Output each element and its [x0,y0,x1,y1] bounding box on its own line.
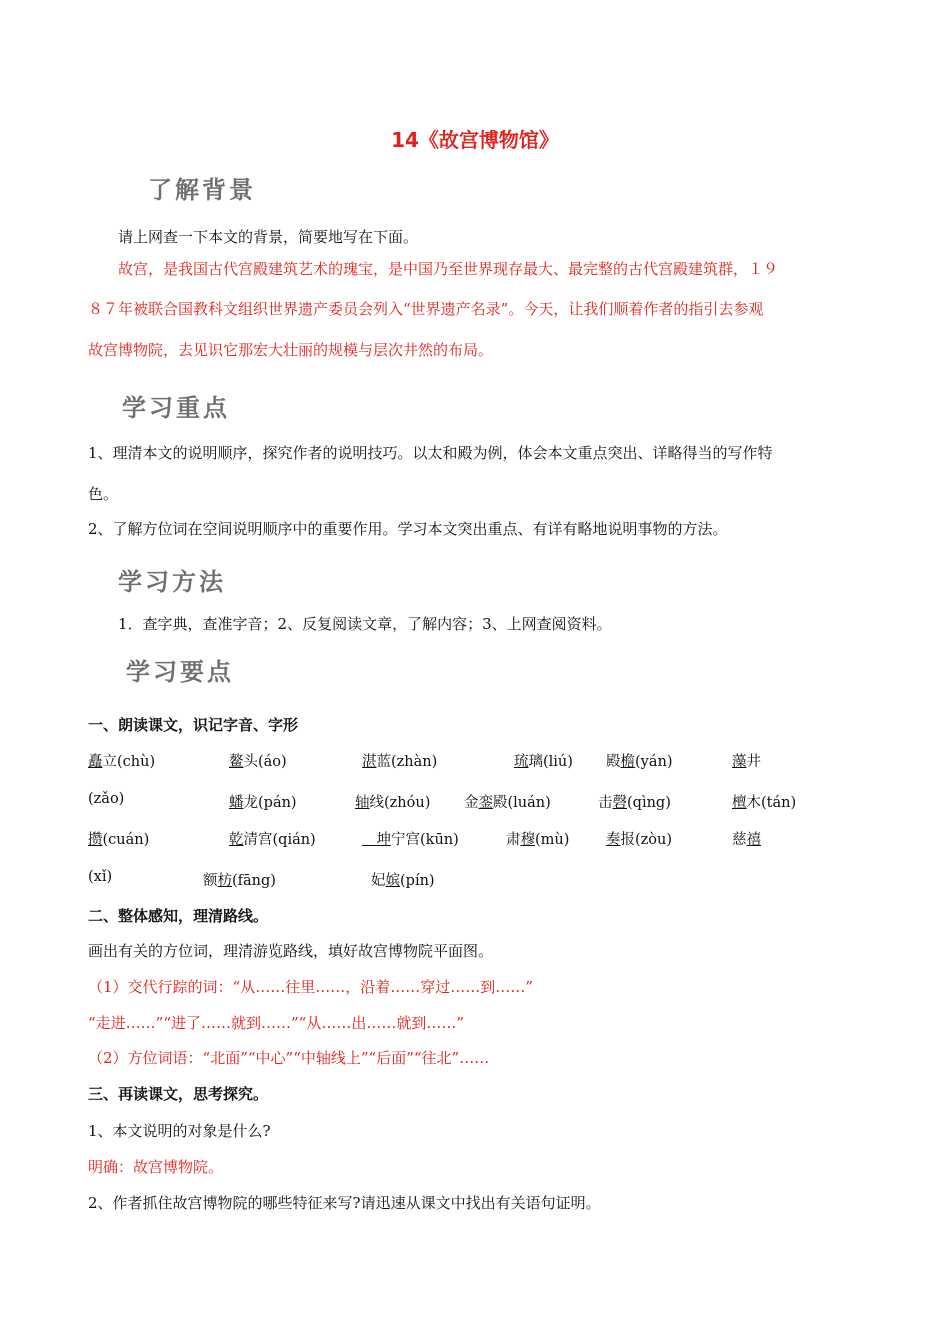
vocab-item [514,750,573,771]
heading-points: 学习要点 [126,657,234,686]
vocab-item [598,791,671,812]
focus-line-2: 色。 [88,485,119,503]
vocab-item [229,791,297,812]
vocab-pinyin: (yán) [635,754,673,770]
vocab-underlined-char: 藻 [732,754,747,770]
vocab-pinyin: (pín) [400,873,435,889]
vocab-pinyin: 木(tán) [746,795,797,811]
heading-method: 学习方法 [118,567,226,596]
vocab-prefix: 肃 [506,832,521,848]
background-answer-line-2: ８７年被联合国教科文组织世界遗产委员会列入“世界遗产名录”。今天，让我们顺着作者的指引去参观 [88,300,764,318]
vocab-underlined-char: 檐 [620,754,635,770]
vocab-prefix: 金 [464,795,479,811]
vocab-pinyin: 殿(luán) [493,795,551,811]
vocab-underlined-char: 坤 [362,832,391,848]
part2-answer-line-3: （2）方位词语：“北面”“中心”“中轴线上”“后面”“往北”…… [88,1049,490,1067]
vocab-pinyin: 立(chù) [102,754,156,770]
vocab-pinyin: (mù) [535,832,570,848]
vocab-underlined-char: 蟠 [229,795,244,811]
part1-title: 一、朗读课文，识记字音、字形 [88,716,299,734]
vocab-pinyin: 璃(liú) [528,754,573,770]
vocab-underlined-char: 禧 [746,832,761,848]
vocab-item [229,750,287,771]
vocab-item [362,828,459,849]
vocab-prefix: 妃 [371,873,386,889]
vocab-underlined-char: 乾 [229,832,244,848]
heading-focus: 学习重点 [122,393,230,422]
vocab-item [88,791,124,807]
focus-line-1: 1、理清本文的说明顺序，探究作者的说明技巧。以太和殿为例，体会本文重点突出、详略得当的写作特 [88,444,773,462]
vocab-pinyin: (cuán) [102,832,150,848]
vocab-item [355,791,430,812]
page-title: 14《故宫博物馆》 [391,128,559,152]
vocab-item [203,869,276,890]
vocab-pinyin: 宁宫(kūn) [391,832,459,848]
vocab-underlined-char: 轴 [355,795,370,811]
vocab-item [732,828,761,849]
vocab-pinyin: 龙(pán) [243,795,297,811]
vocab-item [362,750,437,771]
part2-answer-line-1: （1）交代行踪的词：“从……往里……，沿着……穿过……到……” [88,978,533,996]
vocab-pinyin: (qìng) [627,795,671,811]
vocab-underlined-char: 攒 [88,832,103,848]
vocab-pinyin: 线(zhóu) [369,795,431,811]
vocab-item [506,828,569,849]
vocab-item [371,869,435,890]
vocab-item [88,750,155,771]
vocab-prefix: 慈 [732,832,747,848]
vocab-item [229,828,316,849]
vocab-underlined-char: 穆 [520,832,535,848]
vocab-pinyin: 井 [746,754,761,770]
part3-title: 三、再读课文，思考探究。 [88,1085,269,1103]
vocab-underlined-char: 鳌 [229,754,244,770]
vocab-pinyin: 蓝(zhàn) [376,754,438,770]
background-answer-line-3: 故宫博物院，去见识它那宏大壮丽的规模与层次井然的布局。 [88,341,494,359]
vocab-prefix: 额 [203,873,218,889]
vocab-pinyin: (zǎo) [88,791,125,807]
vocab-prefix: 击 [598,795,613,811]
vocab-item [606,828,672,849]
vocab-item [606,750,673,771]
vocab-item [732,791,796,812]
vocab-underlined-char: 銮 [478,795,493,811]
vocab-underlined-char: 枋 [217,873,232,889]
vocab-item [732,750,761,771]
vocab-pinyin: 头(áo) [243,754,287,770]
background-prompt: 请上网查一下本文的背景，简要地写在下面。 [118,228,419,246]
method-line: 1．查字典，查准字音；2、反复阅读文章，了解内容；3、上网查阅资料。 [118,615,612,633]
vocab-prefix: 殿 [606,754,621,770]
part2-title: 二、整体感知，理清路线。 [88,907,269,925]
focus-line-3: 2、了解方位词在空间说明顺序中的重要作用。学习本文突出重点、有详有略地说明事物的方法。 [88,520,728,538]
question-2: 2、作者抓住故宫博物院的哪些特征来写?请迅速从课文中找出有关语句证明。 [88,1194,601,1212]
part2-prompt: 画出有关的方位词，理清游览路线，填好故宫博物院平面图。 [88,942,494,960]
part2-answer-line-2: “走进……”“进了……就到……”“从……出……就到……” [88,1014,465,1032]
vocab-pinyin: (xǐ) [88,869,113,885]
vocab-pinyin: 清宫(qián) [243,832,316,848]
vocab-item [88,869,112,885]
vocab-item [88,828,149,849]
vocab-underlined-char: 磬 [612,795,627,811]
heading-background: 了解背景 [148,175,256,204]
background-answer-line-1: 故宫，是我国古代宫殿建筑艺术的瑰宝，是中国乃至世界现存最大、最完整的古代宫殿建筑群，１９ [118,260,779,278]
vocab-item [464,791,551,812]
vocab-underlined-char: 奏 [606,832,621,848]
vocab-underlined-char: 矗 [88,754,103,770]
vocab-underlined-char: 嫔 [385,873,400,889]
vocab-underlined-char: 檀 [732,795,747,811]
vocab-pinyin: (fāng) [232,873,276,889]
question-1: 1、本文说明的对象是什么? [88,1122,271,1140]
vocab-underlined-char: 琉 [514,754,529,770]
vocab-underlined-char: 湛 [362,754,377,770]
answer-1: 明确：故宫博物院。 [88,1158,224,1176]
vocab-pinyin: 报(zòu) [620,832,673,848]
